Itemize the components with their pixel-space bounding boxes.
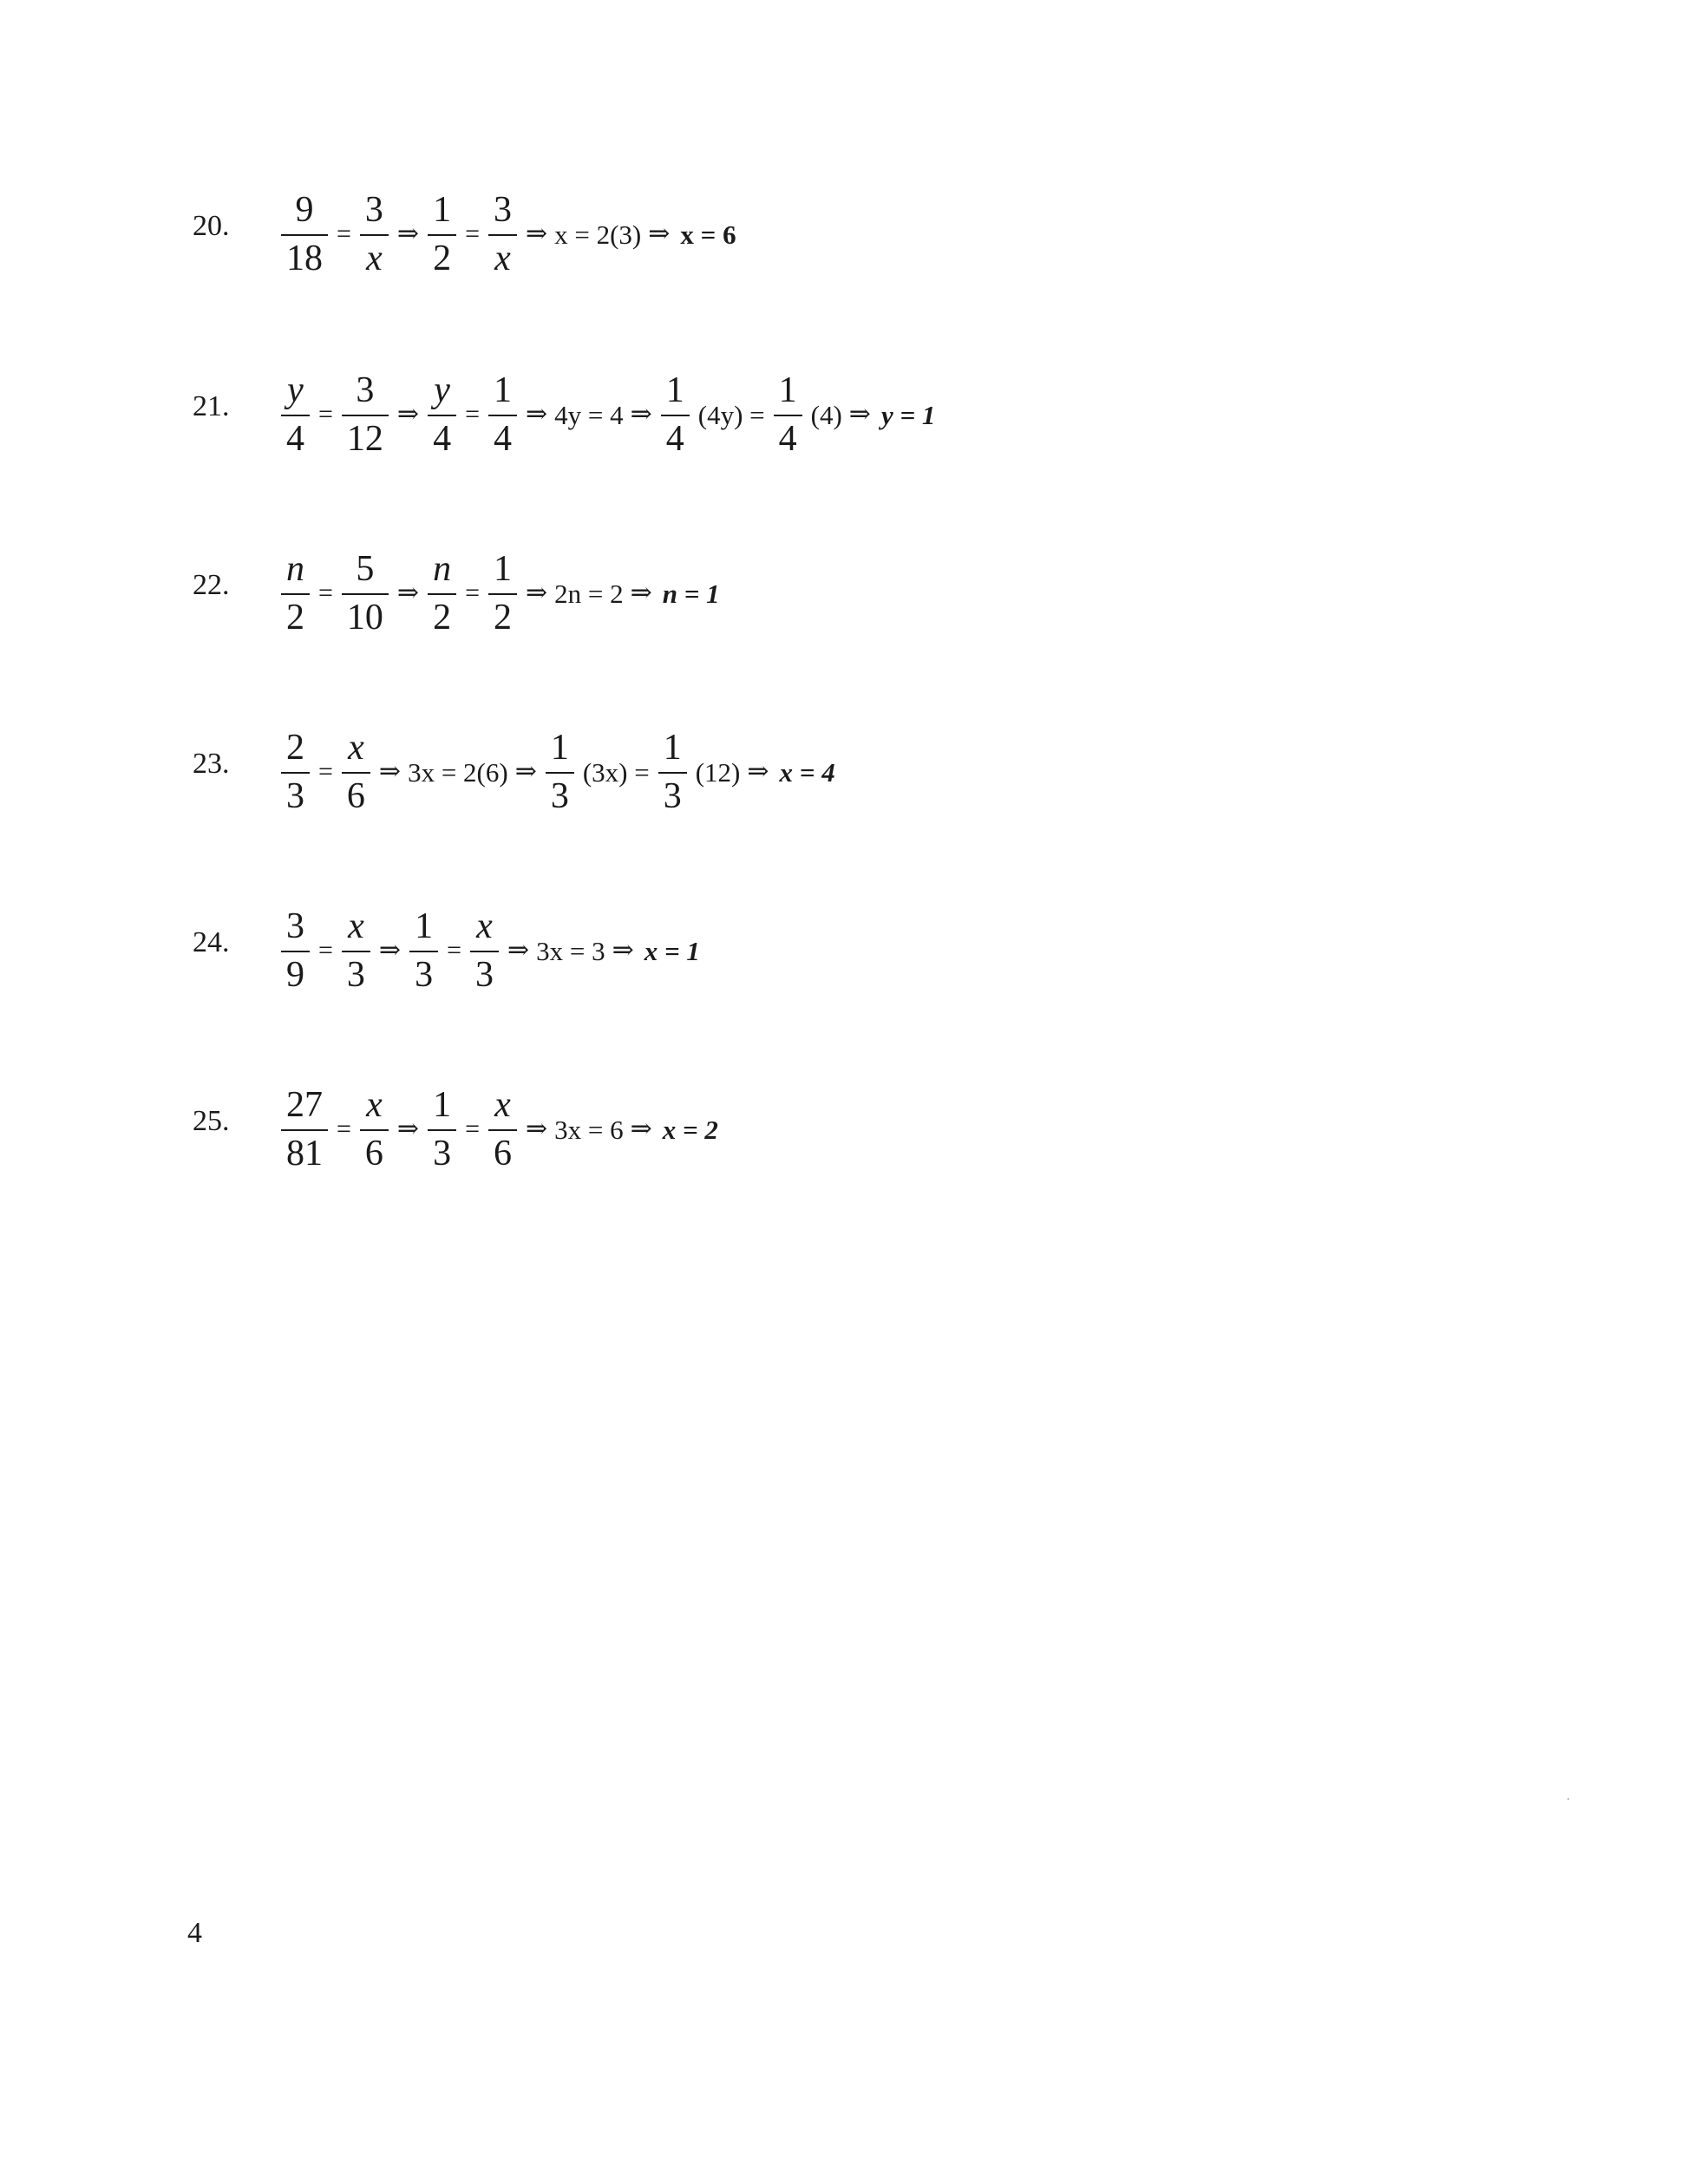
problem-20	[0, 156, 1688, 312]
denominator: 4	[665, 419, 684, 459]
equals-sign: =	[318, 936, 333, 964]
equation	[276, 515, 720, 671]
answer: y = 1	[880, 399, 936, 430]
answer: n = 1	[662, 578, 720, 609]
denominator: 4	[433, 419, 452, 459]
implies-arrow: ⇒	[378, 936, 402, 964]
fraction	[428, 371, 456, 458]
numerator: 3	[356, 369, 375, 410]
fraction	[428, 550, 456, 637]
fraction	[281, 371, 310, 458]
equals-sign: =	[447, 936, 461, 964]
problem-25	[0, 1051, 1688, 1207]
fraction	[409, 907, 438, 994]
numerator: 1	[550, 727, 569, 768]
intermediate-step: x = 2(3)	[554, 219, 642, 250]
fraction	[342, 371, 389, 458]
problem-number: 24.	[193, 926, 230, 958]
numerator: 1	[493, 548, 512, 589]
problem-21	[0, 337, 1688, 493]
fraction	[661, 371, 690, 458]
denominator: 3	[415, 955, 434, 995]
numerator: 1	[778, 369, 797, 410]
denominator: 81	[286, 1134, 323, 1174]
problem-22	[0, 515, 1688, 671]
fraction	[360, 1086, 389, 1173]
fraction	[281, 729, 310, 815]
fraction	[774, 371, 802, 458]
denominator: 3	[346, 955, 365, 995]
numerator: 27	[286, 1084, 323, 1125]
fraction	[360, 191, 389, 278]
numerator: x	[494, 1084, 511, 1125]
denominator: 4	[286, 419, 304, 459]
denominator: 2	[286, 598, 304, 638]
implies-arrow: ⇒	[514, 757, 537, 786]
numerator: x	[348, 906, 364, 946]
fraction	[546, 729, 574, 815]
numerator: 1	[665, 369, 684, 410]
equals-sign: =	[318, 579, 333, 607]
implies-arrow: ⇒	[525, 219, 548, 248]
numerator: 1	[415, 906, 434, 946]
intermediate-step: 3x = 2(6)	[408, 756, 508, 788]
numerator: n	[433, 548, 452, 589]
fraction	[428, 191, 456, 278]
problem-24	[0, 873, 1688, 1029]
implies-arrow: ⇒	[525, 579, 548, 607]
denominator: 12	[346, 419, 383, 459]
denominator: 6	[346, 776, 365, 816]
fraction	[470, 907, 499, 994]
numerator: 3	[493, 189, 512, 230]
scan-speck	[1567, 1798, 1569, 1800]
answer: x = 2	[662, 1114, 718, 1145]
implies-arrow: ⇒	[396, 219, 420, 248]
denominator: 3	[474, 955, 494, 995]
implies-arrow: ⇒	[378, 757, 402, 786]
equals-sign: =	[337, 1115, 351, 1143]
parenthetical-term: (4y) =	[697, 399, 765, 430]
numerator: 1	[433, 1084, 452, 1125]
implies-arrow: ⇒	[648, 219, 671, 248]
implies-arrow: ⇒	[747, 757, 769, 786]
denominator: 6	[364, 1134, 383, 1174]
problem-23	[0, 694, 1688, 850]
answer: x = 4	[779, 756, 835, 788]
fraction	[281, 907, 310, 994]
implies-arrow: ⇒	[396, 579, 420, 607]
equals-sign: =	[465, 1115, 480, 1143]
intermediate-step: 3x = 3	[536, 935, 605, 966]
implies-arrow: ⇒	[507, 936, 530, 964]
denominator: 4	[493, 419, 512, 459]
fraction	[281, 191, 328, 278]
fraction	[281, 550, 310, 637]
fraction	[488, 371, 517, 458]
denominator: 9	[286, 955, 304, 995]
equation	[276, 1051, 718, 1207]
implies-arrow: ⇒	[630, 1115, 652, 1143]
denominator: 3	[550, 776, 569, 816]
fraction	[658, 729, 687, 815]
denominator: 2	[433, 598, 452, 638]
equals-sign: =	[465, 400, 480, 428]
denominator: 3	[433, 1134, 452, 1174]
fraction	[342, 729, 370, 815]
equation	[276, 337, 935, 493]
numerator: 5	[356, 548, 375, 589]
numerator: y	[434, 369, 450, 410]
implies-arrow: ⇒	[630, 579, 652, 607]
equation	[276, 873, 700, 1029]
numerator: 3	[286, 906, 304, 946]
implies-arrow: ⇒	[396, 400, 420, 428]
numerator: 2	[286, 727, 304, 768]
parenthetical-term: (4)	[810, 399, 842, 430]
equals-sign: =	[318, 400, 333, 428]
problem-number: 22.	[193, 569, 230, 601]
denominator: 4	[778, 419, 797, 459]
numerator: 1	[493, 369, 512, 410]
numerator: 1	[433, 189, 452, 230]
problem-number: 25.	[193, 1105, 230, 1137]
answer: x = 1	[644, 935, 700, 966]
implies-arrow: ⇒	[525, 1115, 548, 1143]
equation	[276, 694, 835, 850]
numerator: 9	[295, 189, 314, 230]
denominator: 2	[433, 239, 452, 278]
problem-number: 20.	[193, 210, 230, 242]
page-number: 4	[187, 1917, 202, 1949]
numerator: n	[286, 548, 304, 589]
fraction	[488, 1086, 517, 1173]
fraction	[488, 191, 517, 278]
denominator: 18	[286, 239, 323, 278]
denominator: 3	[663, 776, 682, 816]
denominator: 6	[493, 1134, 512, 1174]
equals-sign: =	[465, 219, 480, 248]
implies-arrow: ⇒	[396, 1115, 420, 1143]
implies-arrow: ⇒	[525, 400, 548, 428]
intermediate-step: 2n = 2	[554, 578, 624, 609]
denominator: 10	[346, 598, 383, 638]
implies-arrow: ⇒	[848, 400, 871, 428]
parenthetical-term: (12)	[695, 756, 741, 788]
denominator: x	[494, 239, 511, 278]
problem-number: 23.	[193, 748, 230, 780]
numerator: x	[348, 727, 364, 768]
fraction	[281, 1086, 328, 1173]
denominator: 3	[286, 776, 304, 816]
implies-arrow: ⇒	[630, 400, 652, 428]
intermediate-step: 3x = 6	[554, 1114, 624, 1145]
implies-arrow: ⇒	[612, 936, 634, 964]
parenthetical-term: (3x) =	[582, 756, 650, 788]
fraction	[428, 1086, 456, 1173]
numerator: 3	[364, 189, 383, 230]
equals-sign: =	[318, 757, 333, 786]
fraction	[342, 907, 370, 994]
numerator: x	[366, 1084, 383, 1125]
denominator: x	[366, 239, 383, 278]
numerator: y	[287, 369, 304, 410]
answer: x = 6	[680, 219, 736, 250]
numerator: 1	[663, 727, 682, 768]
equals-sign: =	[337, 219, 351, 248]
denominator: 2	[493, 598, 512, 638]
intermediate-step: 4y = 4	[554, 399, 624, 430]
problem-number: 21.	[193, 390, 230, 422]
numerator: x	[476, 906, 493, 946]
equals-sign: =	[465, 579, 480, 607]
equation	[276, 156, 736, 312]
fraction	[488, 550, 517, 637]
fraction	[342, 550, 389, 637]
